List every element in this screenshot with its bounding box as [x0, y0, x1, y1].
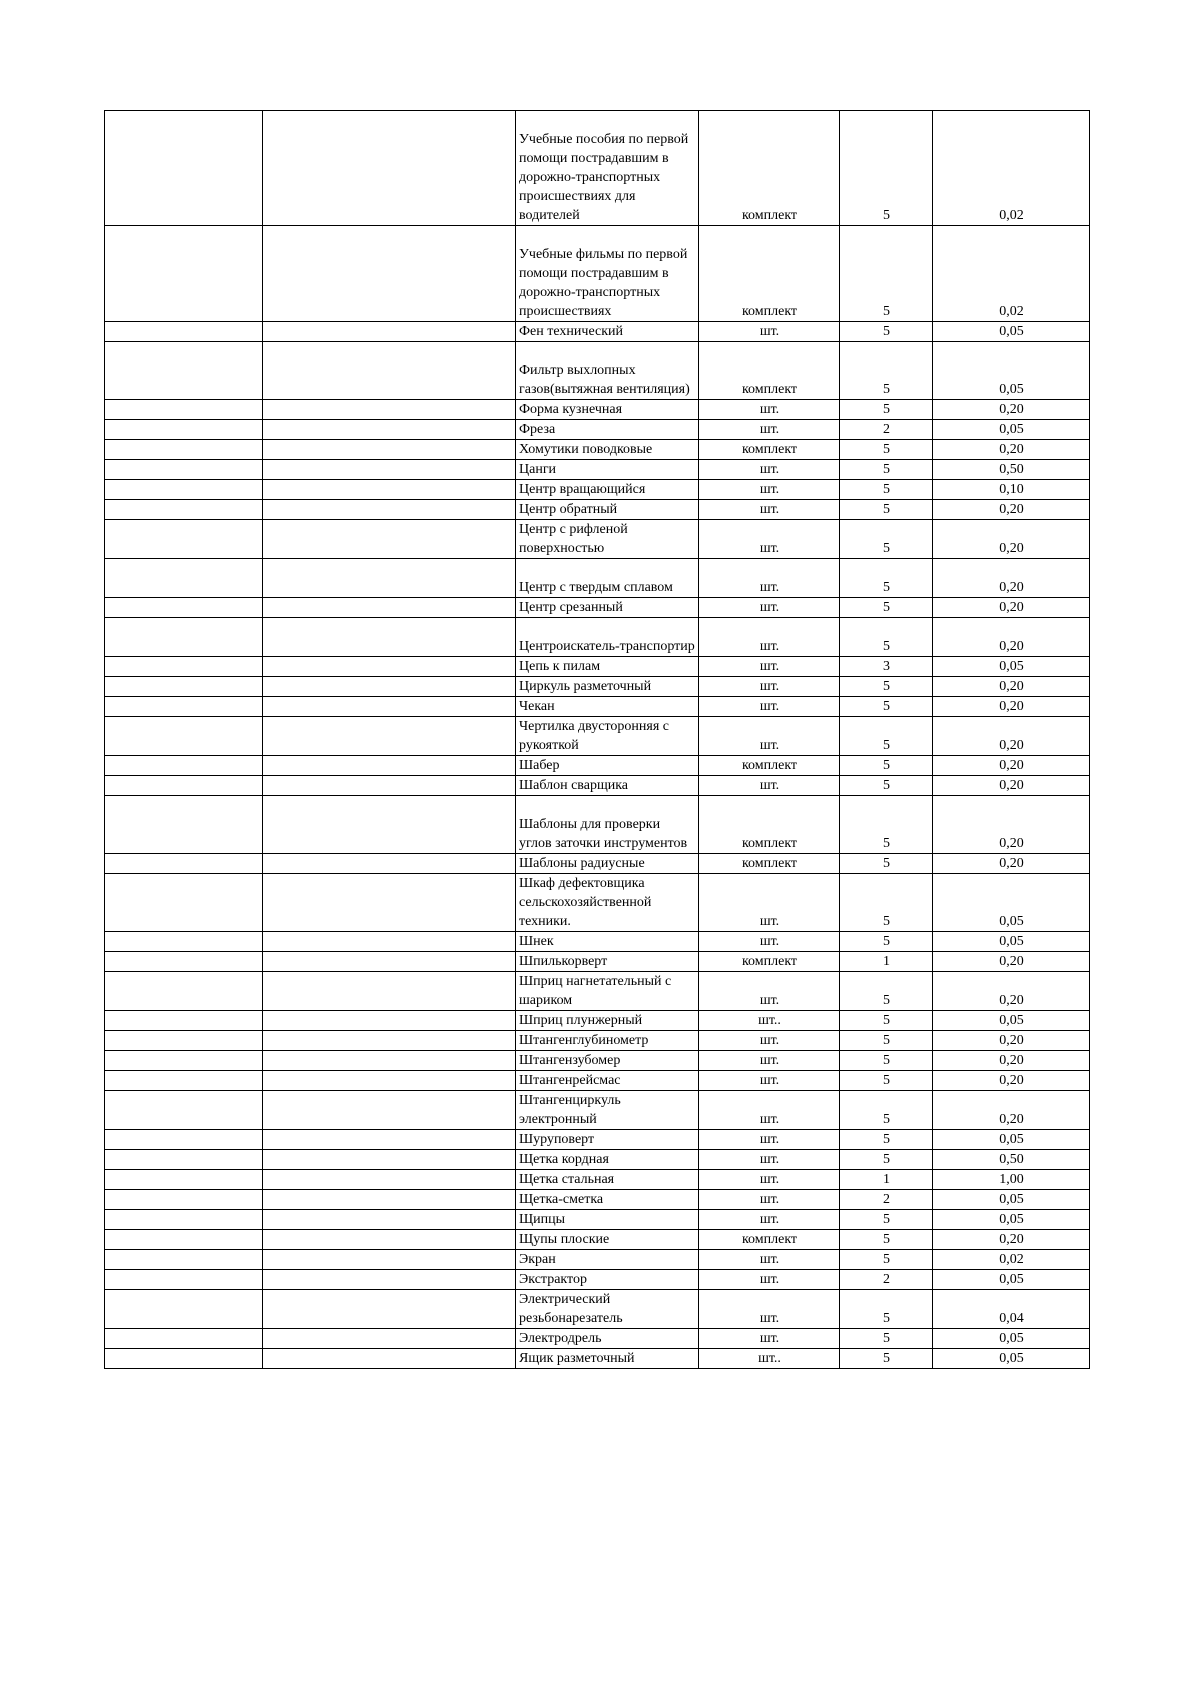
- table-row: [105, 342, 1090, 400]
- cell-empty-1: [105, 226, 263, 322]
- cell-empty-2: [263, 226, 516, 322]
- cell-unit: шт.: [699, 460, 840, 480]
- cell-coefficient: 0,05: [933, 1011, 1090, 1031]
- cell-coefficient: 0,05: [933, 874, 1090, 932]
- cell-unit: шт.: [699, 618, 840, 657]
- table-row: [105, 226, 1090, 322]
- table-row: [105, 559, 1090, 598]
- cell-quantity: 5: [840, 854, 933, 874]
- cell-item-name: Электродрель: [516, 1329, 699, 1349]
- cell-empty-2: [263, 1091, 516, 1130]
- cell-item-name: Цепь к пилам: [516, 657, 699, 677]
- cell-empty-1: [105, 1170, 263, 1190]
- cell-empty-2: [263, 1071, 516, 1091]
- table-row: [105, 460, 1090, 480]
- equipment-table-body: [105, 111, 1090, 1369]
- cell-unit: комплект: [699, 756, 840, 776]
- cell-item-name: Учебные пособия по первой помощи пострадавшим в дорожно-транспортных происшествиях для водителей: [516, 111, 699, 226]
- cell-empty-2: [263, 697, 516, 717]
- cell-empty-1: [105, 776, 263, 796]
- cell-empty-2: [263, 717, 516, 756]
- cell-empty-2: [263, 342, 516, 400]
- cell-unit: шт.: [699, 1071, 840, 1091]
- cell-quantity: 5: [840, 1250, 933, 1270]
- cell-quantity: 5: [840, 1051, 933, 1071]
- cell-quantity: 5: [840, 1011, 933, 1031]
- cell-unit: шт.: [699, 1270, 840, 1290]
- cell-empty-2: [263, 932, 516, 952]
- cell-coefficient: 0,10: [933, 480, 1090, 500]
- cell-empty-2: [263, 756, 516, 776]
- cell-quantity: 5: [840, 500, 933, 520]
- cell-quantity: 5: [840, 1329, 933, 1349]
- cell-unit: шт.: [699, 1190, 840, 1210]
- cell-coefficient: 0,20: [933, 440, 1090, 460]
- cell-empty-1: [105, 111, 263, 226]
- cell-coefficient: 0,20: [933, 1071, 1090, 1091]
- cell-empty-1: [105, 972, 263, 1011]
- cell-coefficient: 0,20: [933, 972, 1090, 1011]
- cell-item-name: Фреза: [516, 420, 699, 440]
- cell-quantity: 5: [840, 677, 933, 697]
- cell-empty-1: [105, 1329, 263, 1349]
- table-row: [105, 1011, 1090, 1031]
- cell-coefficient: 0,20: [933, 756, 1090, 776]
- cell-unit: шт.: [699, 500, 840, 520]
- cell-empty-2: [263, 480, 516, 500]
- cell-coefficient: 0,20: [933, 618, 1090, 657]
- cell-empty-2: [263, 1031, 516, 1051]
- cell-item-name: Щипцы: [516, 1210, 699, 1230]
- cell-coefficient: 0,05: [933, 322, 1090, 342]
- cell-unit: комплект: [699, 111, 840, 226]
- cell-unit: шт.: [699, 322, 840, 342]
- cell-empty-1: [105, 756, 263, 776]
- cell-quantity: 5: [840, 342, 933, 400]
- table-row: [105, 1031, 1090, 1051]
- cell-item-name: Штангензубомер: [516, 1051, 699, 1071]
- table-row: [105, 874, 1090, 932]
- cell-empty-1: [105, 420, 263, 440]
- cell-empty-2: [263, 1250, 516, 1270]
- cell-empty-2: [263, 677, 516, 697]
- cell-quantity: 2: [840, 1190, 933, 1210]
- table-row: [105, 440, 1090, 460]
- cell-quantity: 5: [840, 776, 933, 796]
- cell-quantity: 5: [840, 972, 933, 1011]
- table-row: [105, 1349, 1090, 1369]
- cell-item-name: Учебные фильмы по первой помощи пострадавшим в дорожно-транспортных происшествиях: [516, 226, 699, 322]
- cell-empty-1: [105, 1270, 263, 1290]
- cell-item-name: Штангенглубинометр: [516, 1031, 699, 1051]
- cell-unit: шт.: [699, 520, 840, 559]
- cell-unit: шт.: [699, 420, 840, 440]
- cell-unit: комплект: [699, 1230, 840, 1250]
- cell-quantity: 1: [840, 952, 933, 972]
- cell-empty-2: [263, 1210, 516, 1230]
- table-row: [105, 1329, 1090, 1349]
- cell-quantity: 5: [840, 717, 933, 756]
- table-row: [105, 1130, 1090, 1150]
- cell-empty-2: [263, 440, 516, 460]
- cell-quantity: 5: [840, 932, 933, 952]
- cell-empty-2: [263, 1329, 516, 1349]
- table-row: [105, 480, 1090, 500]
- cell-empty-1: [105, 677, 263, 697]
- cell-empty-2: [263, 874, 516, 932]
- table-row: [105, 420, 1090, 440]
- cell-quantity: 5: [840, 1031, 933, 1051]
- cell-quantity: 5: [840, 440, 933, 460]
- cell-coefficient: 0,05: [933, 420, 1090, 440]
- cell-coefficient: 0,05: [933, 657, 1090, 677]
- cell-unit: шт.: [699, 932, 840, 952]
- cell-quantity: 5: [840, 1091, 933, 1130]
- cell-unit: шт.: [699, 1290, 840, 1329]
- cell-empty-1: [105, 559, 263, 598]
- table-row: [105, 717, 1090, 756]
- cell-coefficient: 0,20: [933, 952, 1090, 972]
- cell-empty-1: [105, 717, 263, 756]
- cell-item-name: Центр обратный: [516, 500, 699, 520]
- cell-item-name: Щетка стальная: [516, 1170, 699, 1190]
- cell-empty-2: [263, 618, 516, 657]
- table-row: [105, 1170, 1090, 1190]
- cell-coefficient: 0,02: [933, 1250, 1090, 1270]
- cell-coefficient: 0,05: [933, 1349, 1090, 1369]
- cell-empty-1: [105, 854, 263, 874]
- cell-empty-2: [263, 854, 516, 874]
- cell-quantity: 5: [840, 756, 933, 776]
- cell-unit: комплект: [699, 342, 840, 400]
- cell-coefficient: 0,50: [933, 460, 1090, 480]
- table-row: [105, 1150, 1090, 1170]
- cell-empty-1: [105, 952, 263, 972]
- cell-quantity: 5: [840, 480, 933, 500]
- cell-empty-2: [263, 1051, 516, 1071]
- cell-empty-1: [105, 1011, 263, 1031]
- cell-empty-2: [263, 796, 516, 854]
- cell-coefficient: 0,20: [933, 717, 1090, 756]
- cell-unit: комплект: [699, 440, 840, 460]
- cell-coefficient: 0,05: [933, 1190, 1090, 1210]
- cell-coefficient: 0,20: [933, 1091, 1090, 1130]
- cell-unit: шт.: [699, 400, 840, 420]
- cell-unit: шт.: [699, 480, 840, 500]
- cell-item-name: Шнек: [516, 932, 699, 952]
- cell-empty-2: [263, 400, 516, 420]
- cell-unit: шт.: [699, 776, 840, 796]
- table-row: [105, 520, 1090, 559]
- cell-item-name: Щупы плоские: [516, 1230, 699, 1250]
- cell-coefficient: 0,05: [933, 1329, 1090, 1349]
- cell-item-name: Щетка кордная: [516, 1150, 699, 1170]
- table-row: [105, 756, 1090, 776]
- cell-item-name: Шаблоны радиусные: [516, 854, 699, 874]
- cell-coefficient: 0,20: [933, 677, 1090, 697]
- cell-empty-1: [105, 1150, 263, 1170]
- cell-unit: шт.: [699, 1329, 840, 1349]
- cell-empty-2: [263, 1349, 516, 1369]
- cell-unit: комплект: [699, 854, 840, 874]
- cell-unit: шт.: [699, 1031, 840, 1051]
- cell-coefficient: 0,20: [933, 1051, 1090, 1071]
- cell-item-name: Центроискатель-транспортир: [516, 618, 699, 657]
- cell-item-name: Шаблон сварщика: [516, 776, 699, 796]
- cell-item-name: Штангенрейсмас: [516, 1071, 699, 1091]
- cell-coefficient: 1,00: [933, 1170, 1090, 1190]
- cell-empty-2: [263, 598, 516, 618]
- cell-empty-2: [263, 1270, 516, 1290]
- cell-item-name: Шаблоны для проверки углов заточки инструментов: [516, 796, 699, 854]
- cell-quantity: 1: [840, 1170, 933, 1190]
- cell-empty-1: [105, 1130, 263, 1150]
- cell-item-name: Экран: [516, 1250, 699, 1270]
- cell-unit: шт.: [699, 1051, 840, 1071]
- cell-unit: шт.: [699, 1250, 840, 1270]
- cell-coefficient: 0,20: [933, 796, 1090, 854]
- cell-coefficient: 0,20: [933, 559, 1090, 598]
- cell-item-name: Цанги: [516, 460, 699, 480]
- cell-quantity: 5: [840, 400, 933, 420]
- cell-coefficient: 0,20: [933, 500, 1090, 520]
- table-row: [105, 500, 1090, 520]
- cell-item-name: Шабер: [516, 756, 699, 776]
- cell-quantity: 5: [840, 226, 933, 322]
- cell-unit: шт.: [699, 1170, 840, 1190]
- cell-item-name: Центр с твердым сплавом: [516, 559, 699, 598]
- table-row: [105, 972, 1090, 1011]
- cell-coefficient: 0,04: [933, 1290, 1090, 1329]
- cell-empty-2: [263, 322, 516, 342]
- cell-empty-2: [263, 776, 516, 796]
- cell-unit: шт.: [699, 1150, 840, 1170]
- cell-quantity: 5: [840, 322, 933, 342]
- table-row: [105, 1230, 1090, 1250]
- cell-item-name: Центр вращающийся: [516, 480, 699, 500]
- cell-unit: шт.: [699, 559, 840, 598]
- cell-coefficient: 0,05: [933, 342, 1090, 400]
- cell-quantity: 5: [840, 559, 933, 598]
- table-row: [105, 598, 1090, 618]
- table-row: [105, 400, 1090, 420]
- table-row: [105, 697, 1090, 717]
- cell-quantity: 2: [840, 1270, 933, 1290]
- cell-unit: комплект: [699, 952, 840, 972]
- cell-unit: шт.: [699, 1210, 840, 1230]
- cell-unit: шт.: [699, 972, 840, 1011]
- cell-quantity: 5: [840, 111, 933, 226]
- cell-empty-1: [105, 480, 263, 500]
- cell-empty-1: [105, 322, 263, 342]
- cell-empty-2: [263, 520, 516, 559]
- cell-coefficient: 0,05: [933, 1210, 1090, 1230]
- cell-item-name: Шприц нагнетательный с шариком: [516, 972, 699, 1011]
- cell-item-name: Шкаф дефектовщика сельскохозяйственной техники.: [516, 874, 699, 932]
- cell-quantity: 5: [840, 697, 933, 717]
- cell-empty-2: [263, 111, 516, 226]
- table-row: [105, 111, 1090, 226]
- cell-item-name: Щетка-сметка: [516, 1190, 699, 1210]
- cell-unit: комплект: [699, 226, 840, 322]
- cell-item-name: Циркуль разметочный: [516, 677, 699, 697]
- cell-quantity: 5: [840, 460, 933, 480]
- cell-quantity: 2: [840, 420, 933, 440]
- cell-empty-2: [263, 460, 516, 480]
- cell-item-name: Центр срезанный: [516, 598, 699, 618]
- cell-quantity: 5: [840, 1349, 933, 1369]
- table-row: [105, 1091, 1090, 1130]
- cell-quantity: 5: [840, 598, 933, 618]
- cell-quantity: 5: [840, 874, 933, 932]
- cell-empty-1: [105, 697, 263, 717]
- cell-item-name: Форма кузнечная: [516, 400, 699, 420]
- cell-empty-2: [263, 1290, 516, 1329]
- cell-coefficient: 0,05: [933, 1270, 1090, 1290]
- cell-empty-2: [263, 1170, 516, 1190]
- cell-quantity: 3: [840, 657, 933, 677]
- cell-item-name: Электрический резьбонарезатель: [516, 1290, 699, 1329]
- cell-item-name: Шуруповерт: [516, 1130, 699, 1150]
- cell-empty-2: [263, 500, 516, 520]
- cell-empty-1: [105, 1290, 263, 1329]
- cell-empty-2: [263, 1190, 516, 1210]
- cell-empty-1: [105, 1250, 263, 1270]
- cell-coefficient: 0,05: [933, 932, 1090, 952]
- cell-empty-2: [263, 952, 516, 972]
- cell-empty-1: [105, 932, 263, 952]
- cell-empty-1: [105, 1190, 263, 1210]
- cell-coefficient: 0,50: [933, 1150, 1090, 1170]
- cell-empty-1: [105, 1230, 263, 1250]
- cell-unit: шт.: [699, 697, 840, 717]
- table-row: [105, 1290, 1090, 1329]
- cell-empty-1: [105, 1091, 263, 1130]
- cell-empty-1: [105, 1071, 263, 1091]
- cell-empty-1: [105, 657, 263, 677]
- cell-empty-1: [105, 874, 263, 932]
- cell-unit: шт.: [699, 1091, 840, 1130]
- table-row: [105, 677, 1090, 697]
- cell-empty-2: [263, 1150, 516, 1170]
- cell-item-name: Шпилькорверт: [516, 952, 699, 972]
- cell-coefficient: 0,20: [933, 776, 1090, 796]
- cell-empty-1: [105, 618, 263, 657]
- cell-coefficient: 0,20: [933, 854, 1090, 874]
- cell-quantity: 5: [840, 1290, 933, 1329]
- table-row: [105, 1190, 1090, 1210]
- cell-coefficient: 0,05: [933, 1130, 1090, 1150]
- cell-item-name: Экстрактор: [516, 1270, 699, 1290]
- cell-unit: шт.: [699, 657, 840, 677]
- cell-unit: шт.: [699, 874, 840, 932]
- cell-unit: шт.: [699, 1130, 840, 1150]
- cell-item-name: Хомутики поводковые: [516, 440, 699, 460]
- cell-quantity: 5: [840, 520, 933, 559]
- cell-empty-1: [105, 440, 263, 460]
- table-row: [105, 776, 1090, 796]
- cell-empty-1: [105, 1031, 263, 1051]
- cell-empty-1: [105, 1210, 263, 1230]
- table-row: [105, 657, 1090, 677]
- table-row: [105, 1210, 1090, 1230]
- cell-quantity: 5: [840, 1130, 933, 1150]
- table-row: [105, 1270, 1090, 1290]
- cell-coefficient: 0,20: [933, 1230, 1090, 1250]
- cell-empty-2: [263, 972, 516, 1011]
- cell-quantity: 5: [840, 1230, 933, 1250]
- cell-empty-1: [105, 460, 263, 480]
- cell-empty-2: [263, 657, 516, 677]
- cell-empty-1: [105, 400, 263, 420]
- cell-coefficient: 0,20: [933, 697, 1090, 717]
- cell-item-name: Фен технический: [516, 322, 699, 342]
- cell-empty-1: [105, 500, 263, 520]
- cell-item-name: Штангенциркуль электронный: [516, 1091, 699, 1130]
- cell-empty-1: [105, 520, 263, 559]
- cell-item-name: Центр с рифленой поверхностью: [516, 520, 699, 559]
- cell-item-name: Чертилка двусторонняя с рукояткой: [516, 717, 699, 756]
- cell-quantity: 5: [840, 1210, 933, 1230]
- cell-coefficient: 0,02: [933, 111, 1090, 226]
- cell-unit: шт.: [699, 677, 840, 697]
- cell-item-name: Шприц плунжерный: [516, 1011, 699, 1031]
- cell-unit: шт.: [699, 717, 840, 756]
- table-row: [105, 1071, 1090, 1091]
- cell-empty-1: [105, 1349, 263, 1369]
- cell-empty-1: [105, 342, 263, 400]
- cell-item-name: Фильтр выхлопных газов(вытяжная вентиляция): [516, 342, 699, 400]
- cell-empty-2: [263, 1130, 516, 1150]
- cell-empty-1: [105, 1051, 263, 1071]
- table-row: [105, 618, 1090, 657]
- cell-quantity: 5: [840, 618, 933, 657]
- cell-coefficient: 0,20: [933, 598, 1090, 618]
- cell-unit: шт..: [699, 1011, 840, 1031]
- table-row: [105, 796, 1090, 854]
- equipment-table: [104, 110, 1090, 1369]
- cell-coefficient: 0,20: [933, 400, 1090, 420]
- cell-empty-2: [263, 1230, 516, 1250]
- table-row: [105, 932, 1090, 952]
- cell-coefficient: 0,20: [933, 520, 1090, 559]
- cell-unit: шт.: [699, 598, 840, 618]
- table-row: [105, 322, 1090, 342]
- cell-quantity: 5: [840, 796, 933, 854]
- cell-empty-1: [105, 598, 263, 618]
- cell-item-name: Ящик разметочный: [516, 1349, 699, 1369]
- cell-coefficient: 0,02: [933, 226, 1090, 322]
- cell-empty-2: [263, 420, 516, 440]
- table-row: [105, 854, 1090, 874]
- cell-empty-1: [105, 796, 263, 854]
- cell-quantity: 5: [840, 1071, 933, 1091]
- cell-empty-2: [263, 1011, 516, 1031]
- table-row: [105, 952, 1090, 972]
- table-row: [105, 1250, 1090, 1270]
- cell-quantity: 5: [840, 1150, 933, 1170]
- cell-coefficient: 0,20: [933, 1031, 1090, 1051]
- cell-item-name: Чекан: [516, 697, 699, 717]
- cell-unit: шт..: [699, 1349, 840, 1369]
- cell-empty-2: [263, 559, 516, 598]
- cell-unit: комплект: [699, 796, 840, 854]
- table-row: [105, 1051, 1090, 1071]
